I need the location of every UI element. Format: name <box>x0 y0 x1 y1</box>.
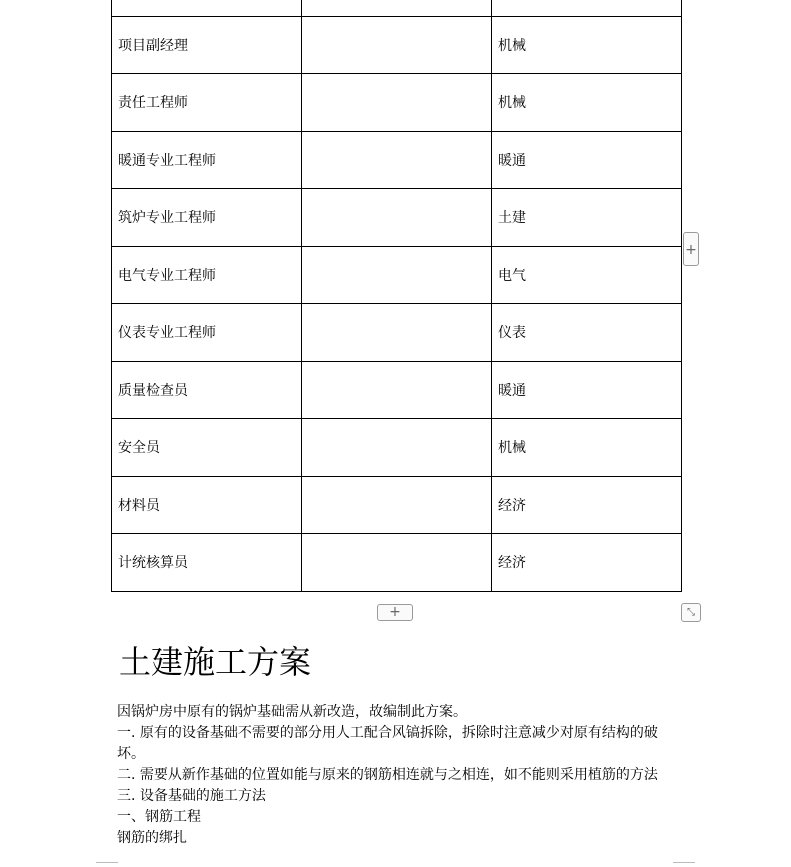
table-row <box>112 74 682 132</box>
role-cell[interactable]: 安全员 <box>112 419 302 477</box>
role-cell[interactable]: 责任工程师 <box>112 74 302 132</box>
role-cell[interactable]: 计统核算员 <box>112 534 302 592</box>
table-row <box>112 361 682 419</box>
specialty-cell[interactable]: 暖通 <box>492 131 682 189</box>
role-cell[interactable]: 质量检查员 <box>112 361 302 419</box>
table-row <box>112 476 682 534</box>
name-cell[interactable] <box>302 246 492 304</box>
table-row <box>112 534 682 592</box>
specialty-cell[interactable]: 经济 <box>492 476 682 534</box>
staff-table <box>111 0 682 592</box>
table-row <box>112 16 682 74</box>
role-cell[interactable]: 筑炉专业工程师 <box>112 189 302 247</box>
role-cell[interactable]: 暖通专业工程师 <box>112 131 302 189</box>
section-heading: 土建施工方案 <box>119 643 312 681</box>
specialty-cell[interactable]: 仪表 <box>492 304 682 362</box>
table-row <box>112 304 682 362</box>
role-cell[interactable]: 仪表专业工程师 <box>112 304 302 362</box>
section-body <box>117 702 677 849</box>
role-cell[interactable] <box>112 0 302 16</box>
name-cell[interactable] <box>302 419 492 477</box>
paragraph: 三. 设备基础的施工方法 <box>117 788 266 804</box>
paragraph: 因锅炉房中原有的锅炉基础需从新改造，故编制此方案。 <box>117 704 467 720</box>
specialty-cell[interactable]: 电气 <box>492 246 682 304</box>
name-cell[interactable] <box>302 74 492 132</box>
name-cell[interactable] <box>302 534 492 592</box>
paragraph: 钢筋的绑扎 <box>117 830 187 846</box>
table-row <box>112 419 682 477</box>
staff-table-body <box>112 0 682 591</box>
role-cell[interactable]: 电气专业工程师 <box>112 246 302 304</box>
name-cell[interactable] <box>302 304 492 362</box>
table-row <box>112 131 682 189</box>
specialty-cell[interactable]: 暖通 <box>492 361 682 419</box>
specialty-cell[interactable]: 土建 <box>492 189 682 247</box>
name-cell[interactable] <box>302 131 492 189</box>
name-cell[interactable] <box>302 361 492 419</box>
role-cell[interactable]: 材料员 <box>112 476 302 534</box>
table-row <box>112 0 682 16</box>
page-corner-mark <box>673 862 695 867</box>
paragraph: 二. 需要从新作基础的位置如能与原来的钢筋相连就与之相连，如不能则采用植筋的方法 <box>117 767 658 783</box>
name-cell[interactable] <box>302 189 492 247</box>
add-row-icon[interactable]: + <box>377 604 413 621</box>
name-cell[interactable] <box>302 16 492 74</box>
table-row <box>112 246 682 304</box>
specialty-cell[interactable] <box>492 0 682 16</box>
name-cell[interactable] <box>302 0 492 16</box>
table-resize-icon[interactable]: ⤡ <box>681 603 701 622</box>
paragraph: 一、钢筋工程 <box>117 809 201 825</box>
paragraph: 一. 原有的设备基础不需要的部分用人工配合风镐拆除，拆除时注意减少对原有结构的破坏。 <box>117 725 658 762</box>
name-cell[interactable] <box>302 476 492 534</box>
add-column-icon[interactable]: + <box>683 232 699 266</box>
specialty-cell[interactable]: 机械 <box>492 419 682 477</box>
specialty-cell[interactable]: 机械 <box>492 16 682 74</box>
specialty-cell[interactable]: 机械 <box>492 74 682 132</box>
page-corner-mark <box>96 862 118 867</box>
specialty-cell[interactable]: 经济 <box>492 534 682 592</box>
role-cell[interactable]: 项目副经理 <box>112 16 302 74</box>
table-row <box>112 189 682 247</box>
